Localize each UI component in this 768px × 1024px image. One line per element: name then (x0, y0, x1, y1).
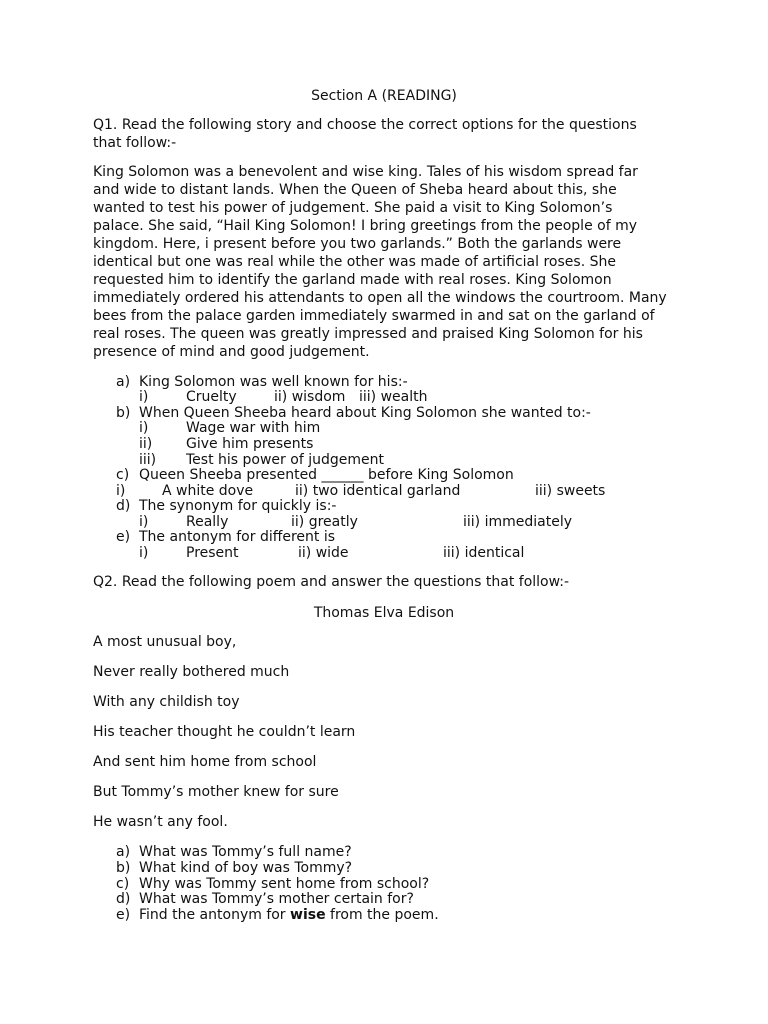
option-text: iii) identical (443, 545, 525, 561)
option-text: Present (186, 545, 239, 561)
option-marker: i) (116, 483, 126, 499)
poem-line: But Tommy’s mother knew for sure (93, 784, 339, 800)
question-marker: a) (116, 374, 131, 390)
question-marker: b) (116, 860, 131, 876)
question-marker: e) (116, 907, 131, 923)
option-marker: i) (139, 420, 149, 436)
option-marker: iii) (139, 452, 157, 468)
option-text: iii) wealth (359, 389, 428, 405)
poem-line: His teacher thought he couldn’t learn (93, 724, 356, 740)
question-text: The synonym for quickly is:- (139, 498, 337, 514)
question-text: Queen Sheeba presented ______ before King Solomon (139, 467, 514, 483)
option-marker: ii) (139, 436, 153, 452)
poem-line: With any childish toy (93, 694, 240, 710)
question-text: King Solomon was well known for his:- (139, 374, 408, 390)
story-line: wanted to test his power of judgement. She paid a visit to King Solomon’s (93, 200, 613, 216)
question-marker: c) (116, 876, 130, 892)
question-marker: a) (116, 844, 131, 860)
option-text: Wage war with him (186, 420, 321, 436)
poem-line: A most unusual boy, (93, 634, 237, 650)
question-marker: d) (116, 498, 131, 514)
question-text-post: from the poem. (325, 907, 439, 923)
story-line: palace. She said, “Hail King Solomon! I bring greetings from the people of my (93, 218, 637, 234)
question-text: What kind of boy was Tommy? (139, 860, 353, 876)
option-text: Give him presents (186, 436, 314, 452)
story-line: King Solomon was a benevolent and wise king. Tales of his wisdom spread far (93, 164, 638, 180)
option-text: ii) two identical garland (295, 483, 461, 499)
option-text: ii) greatly (291, 514, 358, 530)
q1-instruction (93, 116, 693, 152)
story-line: bees from the palace garden immediately swarmed in and sat on the garland of (93, 308, 655, 324)
option-text: iii) immediately (463, 514, 572, 530)
question-marker: e) (116, 529, 131, 545)
poem-line: Never really bothered much (93, 664, 290, 680)
question-text-pre: Find the antonym for (139, 907, 291, 923)
story-paragraph (93, 163, 693, 361)
story-line: presence of mind and good judgement. (93, 344, 370, 360)
poem-title: Thomas Elva Edison (313, 605, 455, 621)
option-marker: i) (139, 389, 149, 405)
question-marker: b) (116, 405, 131, 421)
q1-instruction-line: Q1. Read the following story and choose the correct options for the questions (93, 117, 637, 133)
question-text: The antonym for different is (139, 529, 336, 545)
bold-word: wise (290, 907, 326, 923)
question-text: When Queen Sheeba heard about King Solomon she wanted to:- (139, 405, 591, 421)
question-text: What was Tommy’s full name? (139, 844, 352, 860)
option-marker: i) (139, 545, 149, 561)
story-line: requested him to identify the garland made with real roses. King Solomon (93, 272, 612, 288)
poem-line: He wasn’t any fool. (93, 814, 228, 830)
story-line: identical but one was real while the other was made of artificial roses. She (93, 254, 616, 270)
story-line: and wide to distant lands. When the Queen of Sheba heard about this, she (93, 182, 617, 198)
question-marker: c) (116, 467, 130, 483)
poem-line: And sent him home from school (93, 754, 317, 770)
question-text: What was Tommy’s mother certain for? (139, 891, 414, 907)
story-line: immediately ordered his attendants to open all the windows the courtroom. Many (93, 290, 667, 306)
option-text: Really (186, 514, 229, 530)
question-marker: d) (116, 891, 131, 907)
section-title: Section A (READING) (311, 88, 457, 104)
question-text (139, 907, 439, 923)
option-text: A white dove (162, 483, 254, 499)
story-line: kingdom. Here, i present before you two garlands.” Both the garlands were (93, 236, 622, 252)
option-text: Test his power of judgement (186, 452, 384, 468)
option-text: ii) wide (298, 545, 349, 561)
story-line: real roses. The queen was greatly impressed and praised King Solomon for his (93, 326, 643, 342)
q1-instruction-line: that follow:- (93, 135, 177, 151)
option-marker: i) (139, 514, 149, 530)
option-text: Cruelty (186, 389, 237, 405)
question-text: Why was Tommy sent home from school? (139, 876, 430, 892)
q2-instruction: Q2. Read the following poem and answer the questions that follow:- (93, 574, 570, 590)
option-text: iii) sweets (535, 483, 606, 499)
option-text: ii) wisdom (274, 389, 346, 405)
